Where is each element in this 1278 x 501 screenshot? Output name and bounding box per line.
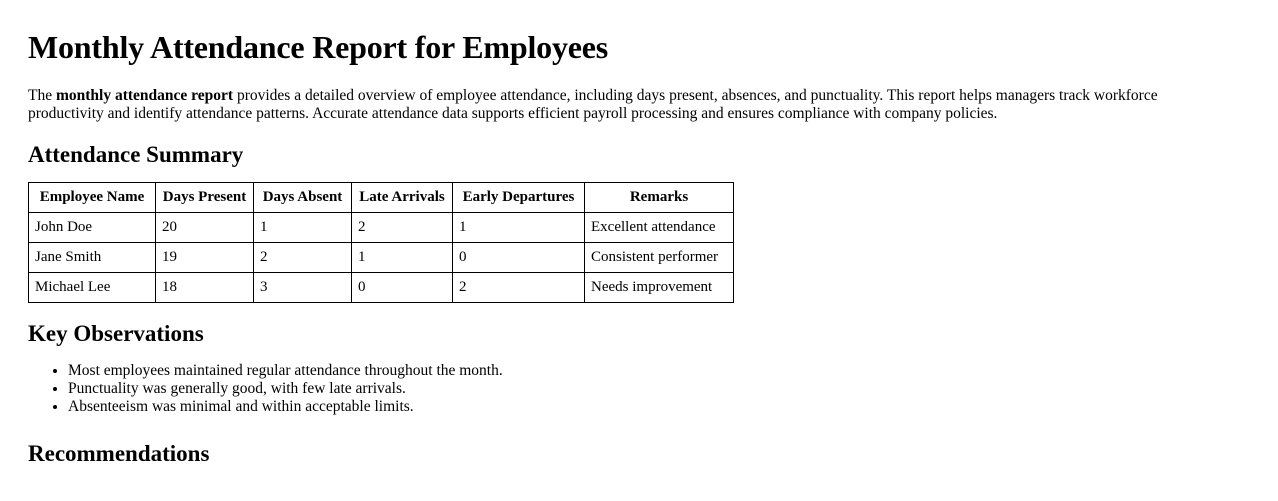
intro-bold-term: monthly attendance report — [55, 86, 234, 104]
intro-paragraph — [28, 87, 1208, 124]
cell-days-present: 18 — [156, 273, 254, 303]
cell-remarks: Excellent attendance — [585, 213, 734, 243]
column-header-days-present: Days Present — [156, 183, 254, 213]
cell-days-present: 19 — [156, 243, 254, 273]
page-title: Monthly Attendance Report for Employees — [28, 29, 608, 65]
column-header-employee-name: Employee Name — [29, 183, 156, 213]
list-item: • Absenteeism was minimal and within acceptable limits. — [68, 398, 1250, 416]
table-row — [29, 273, 734, 303]
column-header-late-arrivals: Late Arrivals — [352, 183, 453, 213]
intro-lead-text: The — [28, 86, 56, 104]
table-row — [29, 213, 734, 243]
cell-days-absent: 3 — [254, 273, 352, 303]
cell-employee-name: Jane Smith — [29, 243, 156, 273]
column-header-early-departures: Early Departures — [453, 183, 585, 213]
table-row — [29, 243, 734, 273]
cell-early-departures: 2 — [453, 273, 585, 303]
cell-remarks: Consistent performer — [585, 243, 734, 273]
cell-late-arrivals: 1 — [352, 243, 453, 273]
section-title-recommendations: Recommendations — [28, 441, 210, 467]
cell-employee-name: Michael Lee — [29, 273, 156, 303]
cell-days-absent: 1 — [254, 213, 352, 243]
column-header-remarks: Remarks — [585, 183, 734, 213]
intro-rest-text: provides a detailed overview of employee attendance, including days present, absences, and punctuality. This report helps managers track workforce productivity and identify attendance patterns. Accurate attendance data supports efficient payroll processing and ensures compliance with company policies. — [28, 86, 1158, 123]
key-observations-list — [28, 362, 1250, 416]
table-header-row — [29, 183, 734, 213]
cell-remarks: Needs improvement — [585, 273, 734, 303]
column-header-days-absent: Days Absent — [254, 183, 352, 213]
section-title-key-observations: Key Observations — [28, 321, 204, 347]
cell-days-absent: 2 — [254, 243, 352, 273]
list-item: • Most employees maintained regular attendance throughout the month. — [68, 362, 1250, 380]
cell-early-departures: 0 — [453, 243, 585, 273]
list-item: • Punctuality was generally good, with few late arrivals. — [68, 380, 1250, 398]
section-title-attendance-summary: Attendance Summary — [28, 141, 244, 167]
attendance-summary-table — [28, 182, 734, 303]
cell-early-departures: 1 — [453, 213, 585, 243]
cell-employee-name: John Doe — [29, 213, 156, 243]
cell-days-present: 20 — [156, 213, 254, 243]
cell-late-arrivals: 2 — [352, 213, 453, 243]
cell-late-arrivals: 0 — [352, 273, 453, 303]
